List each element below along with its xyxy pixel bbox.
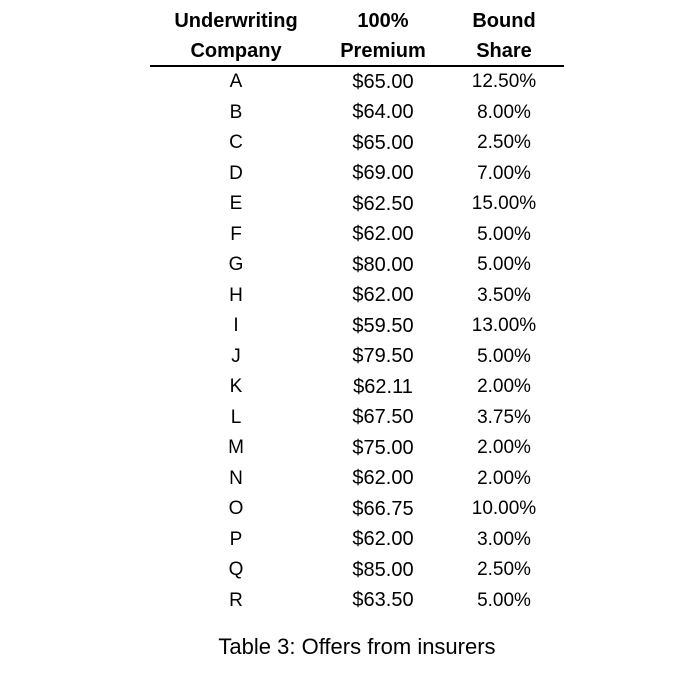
table-row: [150, 128, 564, 159]
share-cell: 5.00%: [477, 589, 531, 611]
table-row: [150, 433, 564, 464]
share-cell: 2.50%: [477, 132, 531, 154]
company-cell: C: [229, 132, 243, 154]
company-cell: R: [229, 589, 243, 611]
offers-table: [150, 6, 564, 616]
company-cell: K: [229, 376, 243, 398]
premium-cell: $62.50: [352, 192, 414, 215]
premium-cell: $62.00: [352, 284, 414, 307]
premium-cell: $80.00: [352, 253, 414, 276]
share-cell: 12.50%: [471, 71, 537, 93]
header-premium: [322, 6, 444, 65]
premium-cell: $65.00: [352, 131, 414, 154]
premium-cell: $62.00: [352, 223, 414, 246]
share-cell: 3.00%: [477, 528, 531, 550]
company-cell: L: [230, 406, 242, 428]
table-row: [150, 525, 564, 556]
table-row: [150, 464, 564, 495]
share-cell: 7.00%: [477, 162, 531, 184]
premium-cell: $85.00: [352, 558, 414, 581]
premium-cell: $62.11: [353, 375, 413, 398]
premium-cell: $62.00: [352, 528, 414, 551]
share-cell: 2.00%: [477, 437, 531, 459]
company-cell: M: [228, 437, 244, 459]
table-row: [150, 189, 564, 220]
company-cell: J: [231, 345, 241, 367]
table-caption: Table 3: Offers from insurers: [218, 634, 496, 659]
premium-cell: $59.50: [352, 314, 414, 337]
share-cell: 2.00%: [477, 467, 531, 489]
table-row: [150, 372, 564, 403]
premium-cell: $67.50: [352, 406, 414, 429]
company-cell: B: [229, 101, 243, 123]
company-cell: P: [229, 528, 243, 550]
table-row: [150, 586, 564, 617]
table-row: [150, 403, 564, 434]
company-cell: H: [229, 284, 243, 306]
premium-cell: $65.00: [352, 70, 414, 93]
company-cell: O: [228, 498, 244, 520]
table-body: [150, 67, 564, 616]
header-company-line2: Company: [190, 40, 282, 62]
table-row: [150, 555, 564, 586]
company-cell: F: [230, 223, 242, 245]
share-cell: 5.00%: [477, 254, 531, 276]
share-cell: 3.50%: [477, 284, 531, 306]
table-row: [150, 250, 564, 281]
table-row: [150, 342, 564, 373]
premium-cell: $62.00: [352, 467, 414, 490]
table-row: [150, 494, 564, 525]
share-cell: 3.75%: [477, 406, 531, 428]
company-cell: G: [228, 254, 244, 276]
share-cell: 2.50%: [477, 559, 531, 581]
share-cell: 2.00%: [477, 376, 531, 398]
header-underwriting-company: [150, 6, 322, 65]
company-cell: I: [233, 315, 239, 337]
share-cell: 5.00%: [477, 345, 531, 367]
premium-cell: $63.50: [352, 589, 414, 612]
premium-cell: $64.00: [352, 101, 414, 124]
share-cell: 8.00%: [477, 101, 531, 123]
header-premium-line1: 100%: [357, 10, 409, 32]
header-share-line1: Bound: [472, 10, 536, 32]
share-cell: 10.00%: [471, 498, 537, 520]
table-row: [150, 311, 564, 342]
share-cell: 15.00%: [471, 193, 537, 215]
company-cell: D: [229, 162, 243, 184]
table-row: [150, 98, 564, 129]
premium-cell: $75.00: [352, 436, 414, 459]
company-cell: E: [229, 193, 243, 215]
company-cell: N: [229, 467, 243, 489]
header-share-line2: Share: [476, 40, 532, 62]
header-premium-line2: Premium: [340, 40, 426, 62]
premium-cell: $79.50: [352, 345, 414, 368]
table-row: [150, 220, 564, 251]
table-row: [150, 281, 564, 312]
company-cell: A: [229, 71, 243, 93]
table-row: [150, 159, 564, 190]
table-row: [150, 67, 564, 98]
company-cell: Q: [228, 559, 244, 581]
share-cell: 5.00%: [477, 223, 531, 245]
header-company-line1: Underwriting: [174, 10, 298, 32]
table-header-row: [150, 6, 564, 67]
premium-cell: $66.75: [352, 497, 414, 520]
share-cell: 13.00%: [471, 315, 537, 337]
header-bound-share: [444, 6, 564, 65]
premium-cell: $69.00: [352, 162, 414, 185]
